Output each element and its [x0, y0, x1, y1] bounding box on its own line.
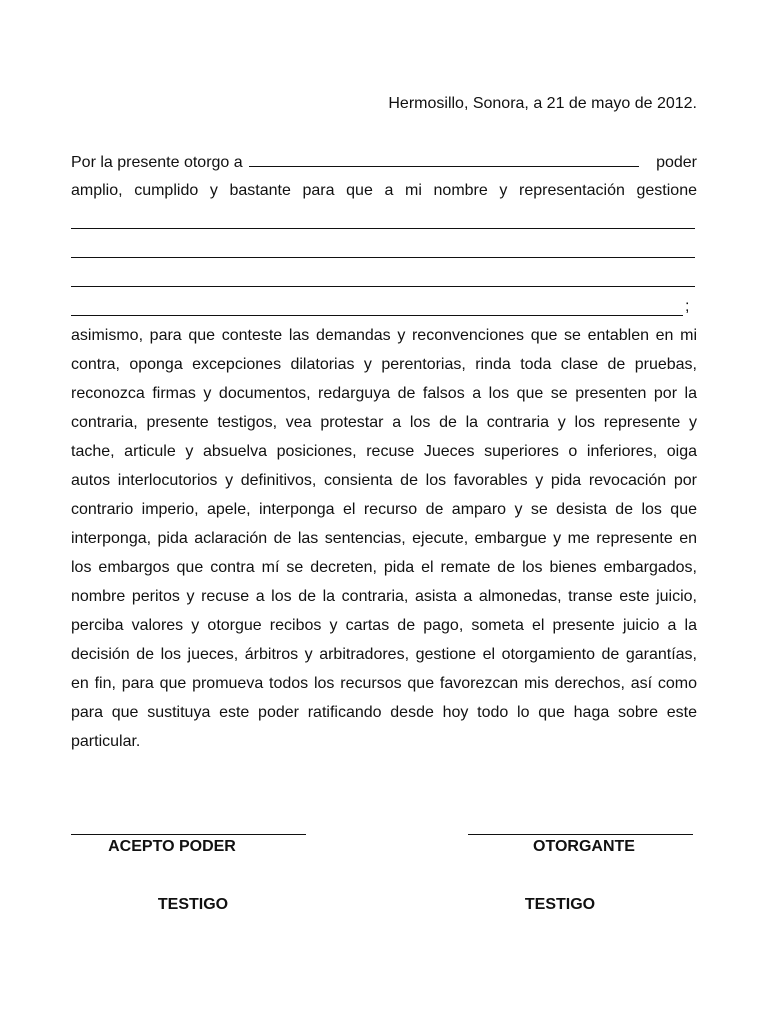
body-line: reconozca firmas y documentos, redarguya de falsos a los que se presenten por la: [71, 385, 697, 402]
body-line: contra, oponga excepciones dilatorias y perentorias, rinda toda clase de pruebas,: [71, 356, 697, 373]
blank-line-semicolon: ;: [685, 298, 690, 315]
body-line: en fin, para que promueva todos los recursos que favorezcan mis derechos, así como: [71, 675, 697, 692]
body-line: decisión de los jueces, árbitros y arbitradores, gestione el otorgamiento de garantías,: [71, 646, 697, 663]
body-line: los embargos que contra mí se decreten, pida el remate de los bienes embargados,: [71, 559, 697, 576]
intro-end: poder: [656, 154, 697, 171]
witness-left-label: TESTIGO: [157, 896, 229, 913]
body-line: contrario imperio, apele, interponga el recurso de amparo y se desista de los que: [71, 501, 697, 518]
body-line: asimismo, para que conteste las demandas y reconvenciones que se entablen en mi: [71, 327, 697, 344]
signature-line-left: [71, 834, 306, 835]
blank-line-3: [71, 286, 695, 287]
witness-right-label: TESTIGO: [524, 896, 596, 913]
body-line: autos interlocutorios y definitivos, consienta de los favorables y pida revocación por: [71, 472, 697, 489]
date-line: Hermosillo, Sonora, a 21 de mayo de 2012.: [388, 95, 697, 112]
blank-line-4: [71, 315, 683, 316]
grantee-blank: [249, 152, 639, 167]
blank-line-2: [71, 257, 695, 258]
intro-start: Por la presente otorgo a: [71, 154, 243, 171]
body-line-2: amplio, cumplido y bastante para que a mi nombre y representación gestione: [71, 182, 697, 199]
body-line: para que sustituya este poder ratificando desde hoy todo lo que haga sobre este: [71, 704, 697, 721]
intro-line: [71, 152, 697, 172]
body-line: interponga, pida aclaración de las sentencias, ejecute, embargue y me represente en: [71, 530, 697, 547]
body-line: perciba valores y otorgue recibos y cartas de pago, someta el presente juicio a la: [71, 617, 697, 634]
body-line: nombre peritos y recuse a los de la contraria, asista a almonedas, transe este juicio,: [71, 588, 697, 605]
blank-line-1: [71, 228, 695, 229]
grantor-label: OTORGANTE: [533, 838, 635, 855]
body-line: tache, articule y absuelva posiciones, recuse Jueces superiores o inferiores, oiga: [71, 443, 697, 460]
body-line: contraria, presente testigos, vea protestar a los de la contraria y los represente y: [71, 414, 697, 431]
accept-power-label: ACEPTO PODER: [108, 838, 236, 855]
body-line-last: particular.: [71, 733, 141, 750]
signature-line-right: [468, 834, 693, 835]
